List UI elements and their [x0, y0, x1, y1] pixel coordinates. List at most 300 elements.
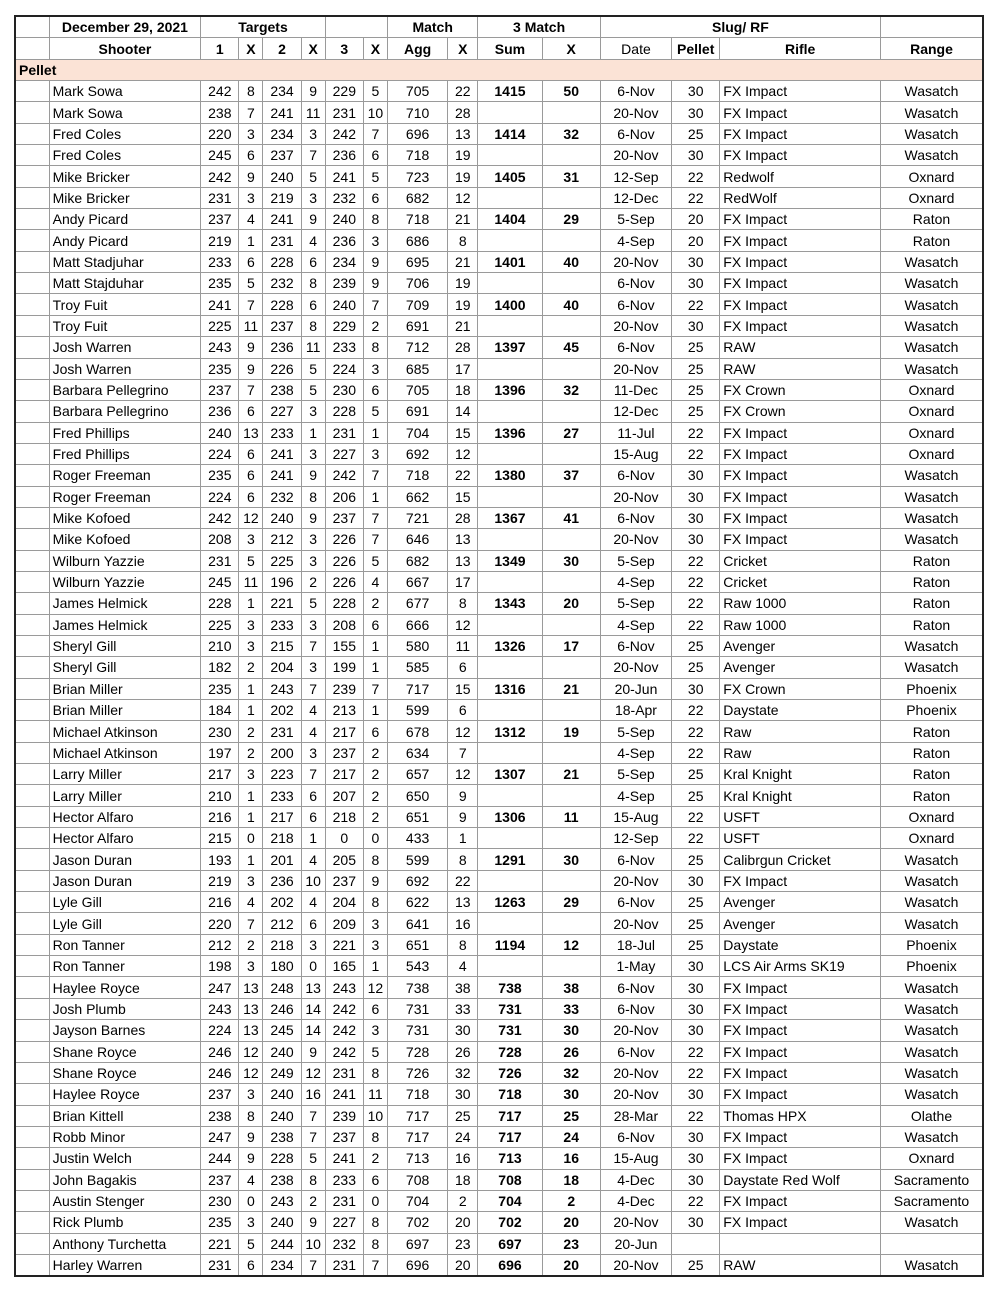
table-cell: 657 — [387, 764, 447, 785]
table-cell: 242 — [201, 81, 239, 102]
table-cell: Wasatch — [880, 913, 983, 934]
table-cell: 27 — [542, 422, 600, 443]
table-cell: 237 — [263, 145, 301, 166]
table-cell: 196 — [263, 571, 301, 592]
table-cell: 731 — [478, 1020, 542, 1041]
table-cell — [542, 700, 600, 721]
table-cell: Mark Sowa — [49, 102, 201, 123]
table-cell: Michael Atkinson — [49, 742, 201, 763]
table-cell: 212 — [263, 913, 301, 934]
table-cell: 243 — [325, 977, 363, 998]
table-cell: 217 — [201, 764, 239, 785]
table-cell: Barbara Pellegrino — [49, 401, 201, 422]
table-cell: Raton — [880, 614, 983, 635]
table-cell: 25 — [672, 358, 720, 379]
table-cell: 38 — [542, 977, 600, 998]
table-cell: 20-Nov — [600, 315, 671, 336]
table-cell: 245 — [263, 1020, 301, 1041]
table-cell — [542, 956, 600, 977]
table-cell: 12 — [239, 1041, 263, 1062]
row-spacer — [15, 721, 49, 742]
table-cell: 731 — [387, 1020, 447, 1041]
table-cell: 246 — [201, 1041, 239, 1062]
table-cell: 9 — [363, 251, 387, 272]
table-cell: 30 — [672, 1169, 720, 1190]
row-spacer — [15, 401, 49, 422]
table-cell: 233 — [263, 785, 301, 806]
table-cell: 717 — [387, 678, 447, 699]
table-row — [15, 1169, 983, 1190]
table-row — [15, 401, 983, 422]
table-cell: 6-Nov — [600, 294, 671, 315]
table-cell: 7 — [301, 1105, 325, 1126]
table-cell: 234 — [325, 251, 363, 272]
table-row — [15, 443, 983, 464]
table-cell: 6 — [239, 465, 263, 486]
table-cell: 226 — [263, 358, 301, 379]
table-cell: 37 — [542, 465, 600, 486]
table-cell: 22 — [672, 614, 720, 635]
table-cell: Wasatch — [880, 1020, 983, 1041]
table-cell: 226 — [325, 550, 363, 571]
column-header: 2 — [263, 38, 301, 59]
table-cell: 224 — [201, 443, 239, 464]
table-cell: 25 — [672, 635, 720, 656]
table-cell: 202 — [263, 700, 301, 721]
table-cell: Oxnard — [880, 379, 983, 400]
table-cell: Raw — [720, 742, 881, 763]
table-cell: Raton — [880, 571, 983, 592]
table-cell: 28 — [448, 507, 478, 528]
table-cell — [542, 401, 600, 422]
table-cell: 696 — [387, 1254, 447, 1276]
table-cell: 6 — [448, 700, 478, 721]
table-cell: 22 — [672, 828, 720, 849]
table-cell: 25 — [672, 934, 720, 955]
table-cell: 165 — [325, 956, 363, 977]
table-cell: 6 — [301, 251, 325, 272]
table-cell: 0 — [363, 1190, 387, 1211]
table-cell: 241 — [325, 1148, 363, 1169]
table-cell: Oxnard — [880, 443, 983, 464]
column-header: Sum — [478, 38, 542, 59]
table-cell: 695 — [387, 251, 447, 272]
table-cell: 702 — [478, 1212, 542, 1233]
table-cell: 696 — [478, 1254, 542, 1276]
table-cell: 30 — [542, 1084, 600, 1105]
table-cell: 26 — [542, 1041, 600, 1062]
table-cell: John Bagakis — [49, 1169, 201, 1190]
table-cell: FX Impact — [720, 870, 881, 891]
table-cell: 5 — [363, 550, 387, 571]
table-cell — [478, 870, 542, 891]
table-cell: 30 — [672, 1084, 720, 1105]
table-row — [15, 1062, 983, 1083]
table-cell: 30 — [672, 678, 720, 699]
table-cell — [542, 785, 600, 806]
table-row — [15, 507, 983, 528]
table-cell: Cricket — [720, 571, 881, 592]
row-spacer — [15, 849, 49, 870]
row-spacer — [15, 251, 49, 272]
table-cell: 1 — [239, 230, 263, 251]
table-cell: 9 — [239, 337, 263, 358]
table-cell: 2 — [363, 315, 387, 336]
table-cell: 8 — [363, 1062, 387, 1083]
table-cell: 238 — [263, 1126, 301, 1147]
table-cell: 6 — [239, 486, 263, 507]
table-cell: 585 — [387, 657, 447, 678]
table-cell: 11 — [301, 337, 325, 358]
table-cell: 0 — [325, 828, 363, 849]
table-cell — [478, 828, 542, 849]
row-spacer — [15, 145, 49, 166]
table-row — [15, 1126, 983, 1147]
table-cell: 7 — [301, 145, 325, 166]
table-cell — [542, 742, 600, 763]
row-spacer — [15, 593, 49, 614]
table-cell: 22 — [672, 1190, 720, 1211]
table-cell: 12 — [448, 443, 478, 464]
table-cell: 226 — [325, 571, 363, 592]
table-cell: 7 — [363, 294, 387, 315]
table-cell: Wilburn Yazzie — [49, 550, 201, 571]
table-row — [15, 764, 983, 785]
table-cell: 1 — [363, 486, 387, 507]
table-cell: 29 — [542, 892, 600, 913]
table-cell: 4-Sep — [600, 571, 671, 592]
table-cell: 7 — [301, 635, 325, 656]
table-cell: 243 — [263, 1190, 301, 1211]
table-cell: 726 — [478, 1062, 542, 1083]
table-cell — [542, 913, 600, 934]
table-cell: FX Impact — [720, 1148, 881, 1169]
table-cell: 3 — [239, 123, 263, 144]
table-cell: 242 — [201, 166, 239, 187]
table-cell: 7 — [363, 1254, 387, 1276]
table-cell: 4 — [239, 209, 263, 230]
table-row — [15, 529, 983, 550]
table-cell: 228 — [325, 593, 363, 614]
table-cell: 599 — [387, 849, 447, 870]
table-cell: 227 — [263, 401, 301, 422]
table-cell: 717 — [387, 1105, 447, 1126]
table-cell: Oxnard — [880, 401, 983, 422]
table-cell: FX Impact — [720, 465, 881, 486]
table-cell: 242 — [325, 465, 363, 486]
row-spacer — [15, 294, 49, 315]
table-cell: Daystate — [720, 934, 881, 955]
table-cell: 1 — [301, 828, 325, 849]
table-cell: Calibrgun Cricket — [720, 849, 881, 870]
table-cell: 22 — [672, 422, 720, 443]
table-cell: 15 — [448, 486, 478, 507]
table-cell: Fred Coles — [49, 123, 201, 144]
table-cell: 5 — [239, 550, 263, 571]
table-cell: Wasatch — [880, 892, 983, 913]
table-cell: 21 — [448, 209, 478, 230]
table-cell: 240 — [263, 166, 301, 187]
table-cell: 3 — [363, 443, 387, 464]
table-cell: 641 — [387, 913, 447, 934]
table-cell: Oxnard — [880, 828, 983, 849]
table-cell: 11 — [239, 315, 263, 336]
table-cell: 1414 — [478, 123, 542, 144]
table-cell: FX Impact — [720, 1020, 881, 1041]
table-cell: 242 — [325, 998, 363, 1019]
table-cell: 22 — [448, 870, 478, 891]
table-cell: Barbara Pellegrino — [49, 379, 201, 400]
table-cell: 244 — [201, 1148, 239, 1169]
table-cell: Raton — [880, 764, 983, 785]
table-cell: 8 — [301, 486, 325, 507]
table-cell: FX Impact — [720, 998, 881, 1019]
table-row — [15, 1020, 983, 1041]
table-cell: 718 — [387, 209, 447, 230]
section-label: Pellet — [15, 59, 983, 80]
table-cell: 237 — [325, 507, 363, 528]
table-cell: 22 — [448, 465, 478, 486]
table-cell: 240 — [263, 1041, 301, 1062]
table-cell: 15 — [448, 422, 478, 443]
table-cell: 25 — [542, 1105, 600, 1126]
table-row — [15, 209, 983, 230]
table-cell: 3 — [301, 187, 325, 208]
table-cell: 6 — [363, 379, 387, 400]
table-cell: 220 — [201, 123, 239, 144]
table-cell — [478, 102, 542, 123]
table-cell — [542, 486, 600, 507]
table-cell: 3 — [301, 614, 325, 635]
table-cell: 5 — [301, 379, 325, 400]
table-cell: 20-Nov — [600, 145, 671, 166]
table-cell: 20-Nov — [600, 1062, 671, 1083]
table-cell: FX Impact — [720, 1212, 881, 1233]
table-cell: 25 — [672, 913, 720, 934]
table-cell: Oxnard — [880, 422, 983, 443]
table-row — [15, 230, 983, 251]
table-cell: 238 — [201, 1105, 239, 1126]
table-cell — [478, 913, 542, 934]
table-cell: 8 — [301, 1169, 325, 1190]
table-cell: 6-Nov — [600, 465, 671, 486]
table-cell: 229 — [325, 81, 363, 102]
table-cell: FX Impact — [720, 230, 881, 251]
table-cell: 247 — [201, 1126, 239, 1147]
table-cell: 6-Nov — [600, 1041, 671, 1062]
table-row — [15, 721, 983, 742]
table-cell: 5 — [363, 81, 387, 102]
table-cell: Jayson Barnes — [49, 1020, 201, 1041]
row-spacer — [15, 700, 49, 721]
table-cell: 229 — [325, 315, 363, 336]
table-cell: 13 — [448, 892, 478, 913]
table-cell: 712 — [387, 337, 447, 358]
table-cell: 18 — [448, 1169, 478, 1190]
table-cell: 22 — [672, 443, 720, 464]
table-row — [15, 828, 983, 849]
table-row — [15, 614, 983, 635]
table-cell: 249 — [263, 1062, 301, 1083]
table-cell: 30 — [672, 1212, 720, 1233]
table-cell: 8 — [239, 1105, 263, 1126]
table-row — [15, 315, 983, 336]
table-cell: 22 — [672, 187, 720, 208]
table-cell: 242 — [325, 1041, 363, 1062]
table-cell: 219 — [263, 187, 301, 208]
row-spacer — [15, 614, 49, 635]
table-cell: 13 — [448, 123, 478, 144]
table-cell: Larry Miller — [49, 785, 201, 806]
table-cell: 197 — [201, 742, 239, 763]
row-spacer — [15, 1020, 49, 1041]
table-cell: 7 — [301, 1126, 325, 1147]
table-cell: 4-Sep — [600, 230, 671, 251]
row-spacer — [15, 764, 49, 785]
spreadsheet — [14, 15, 984, 1277]
table-cell: 237 — [201, 1169, 239, 1190]
table-cell: 8 — [448, 230, 478, 251]
table-cell: 704 — [478, 1190, 542, 1211]
table-cell: 20-Nov — [600, 1212, 671, 1233]
table-row — [15, 635, 983, 656]
table-cell: 1380 — [478, 465, 542, 486]
table-row — [15, 422, 983, 443]
table-cell: 224 — [201, 1020, 239, 1041]
table-cell: 208 — [201, 529, 239, 550]
table-cell — [478, 614, 542, 635]
table-cell: 3 — [239, 956, 263, 977]
table-cell: 1263 — [478, 892, 542, 913]
table-cell: 0 — [363, 828, 387, 849]
table-cell: 235 — [201, 273, 239, 294]
table-cell: Robb Minor — [49, 1126, 201, 1147]
table-cell: 243 — [201, 337, 239, 358]
table-cell: 4 — [301, 849, 325, 870]
row-spacer — [15, 337, 49, 358]
row-spacer — [15, 379, 49, 400]
table-cell — [542, 571, 600, 592]
table-cell: 6 — [363, 998, 387, 1019]
table-cell: 14 — [301, 998, 325, 1019]
table-cell: 241 — [263, 209, 301, 230]
table-cell: 30 — [672, 1126, 720, 1147]
table-cell: 237 — [201, 379, 239, 400]
table-cell: 11 — [448, 635, 478, 656]
table-cell: Wasatch — [880, 145, 983, 166]
table-row — [15, 273, 983, 294]
table-cell: 8 — [363, 1233, 387, 1254]
row-spacer — [15, 1212, 49, 1233]
table-cell: Sacramento — [880, 1190, 983, 1211]
table-cell: Kral Knight — [720, 785, 881, 806]
table-cell: 22 — [672, 550, 720, 571]
table-cell: 9 — [239, 1126, 263, 1147]
table-cell: Hector Alfaro — [49, 806, 201, 827]
table-cell: 228 — [263, 251, 301, 272]
table-cell — [478, 401, 542, 422]
table-cell: Avenger — [720, 913, 881, 934]
table-cell: Wasatch — [880, 657, 983, 678]
table-cell: 6 — [363, 187, 387, 208]
table-cell: 232 — [263, 486, 301, 507]
table-cell: 236 — [325, 145, 363, 166]
table-cell: 7 — [301, 1254, 325, 1276]
table-cell: 9 — [301, 465, 325, 486]
table-cell: 8 — [448, 593, 478, 614]
table-cell: 2 — [363, 1148, 387, 1169]
table-cell: 231 — [263, 230, 301, 251]
table-cell: 32 — [542, 123, 600, 144]
table-cell: FX Crown — [720, 379, 881, 400]
table-cell: Josh Plumb — [49, 998, 201, 1019]
row-spacer — [15, 1062, 49, 1083]
table-cell: Raton — [880, 209, 983, 230]
table-cell: 5 — [239, 273, 263, 294]
table-cell: 206 — [325, 486, 363, 507]
table-cell: 691 — [387, 401, 447, 422]
column-header: Date — [600, 38, 671, 59]
table-cell: 240 — [325, 294, 363, 315]
table-cell: 691 — [387, 315, 447, 336]
table-cell: USFT — [720, 806, 881, 827]
table-cell: 232 — [325, 1233, 363, 1254]
table-cell: 207 — [325, 785, 363, 806]
table-cell: 11 — [301, 102, 325, 123]
table-cell: 198 — [201, 956, 239, 977]
table-cell: 5 — [301, 1148, 325, 1169]
table-cell: 21 — [448, 315, 478, 336]
table-cell: 233 — [263, 614, 301, 635]
row-spacer — [15, 81, 49, 102]
table-cell: 20-Nov — [600, 358, 671, 379]
table-cell: 651 — [387, 806, 447, 827]
table-cell: 218 — [263, 934, 301, 955]
table-cell: 20-Nov — [600, 251, 671, 272]
table-cell: 208 — [325, 614, 363, 635]
table-cell: 219 — [201, 870, 239, 891]
table-cell: Hector Alfaro — [49, 828, 201, 849]
table-cell: Cricket — [720, 550, 881, 571]
column-header: X — [363, 38, 387, 59]
table-cell: 236 — [263, 870, 301, 891]
table-cell: 200 — [263, 742, 301, 763]
row-spacer — [15, 1190, 49, 1211]
table-cell: 1401 — [478, 251, 542, 272]
table-cell — [542, 230, 600, 251]
table-cell: 30 — [672, 486, 720, 507]
table-cell: Wasatch — [880, 251, 983, 272]
table-cell: Olathe — [880, 1105, 983, 1126]
table-cell: 1 — [239, 678, 263, 699]
table-cell: 201 — [263, 849, 301, 870]
table-cell: Raw 1000 — [720, 593, 881, 614]
table-cell: 28-Mar — [600, 1105, 671, 1126]
table-cell: 232 — [263, 273, 301, 294]
table-cell: 1400 — [478, 294, 542, 315]
table-cell: 231 — [325, 422, 363, 443]
table-cell — [478, 187, 542, 208]
match-header: Match — [387, 16, 477, 38]
table-cell: 6 — [448, 657, 478, 678]
table-cell: FX Impact — [720, 294, 881, 315]
table-cell: Matt Stajduhar — [49, 273, 201, 294]
table-cell: 728 — [478, 1041, 542, 1062]
table-cell: FX Impact — [720, 977, 881, 998]
table-cell: 718 — [387, 1084, 447, 1105]
table-cell: FX Impact — [720, 443, 881, 464]
table-cell — [542, 102, 600, 123]
